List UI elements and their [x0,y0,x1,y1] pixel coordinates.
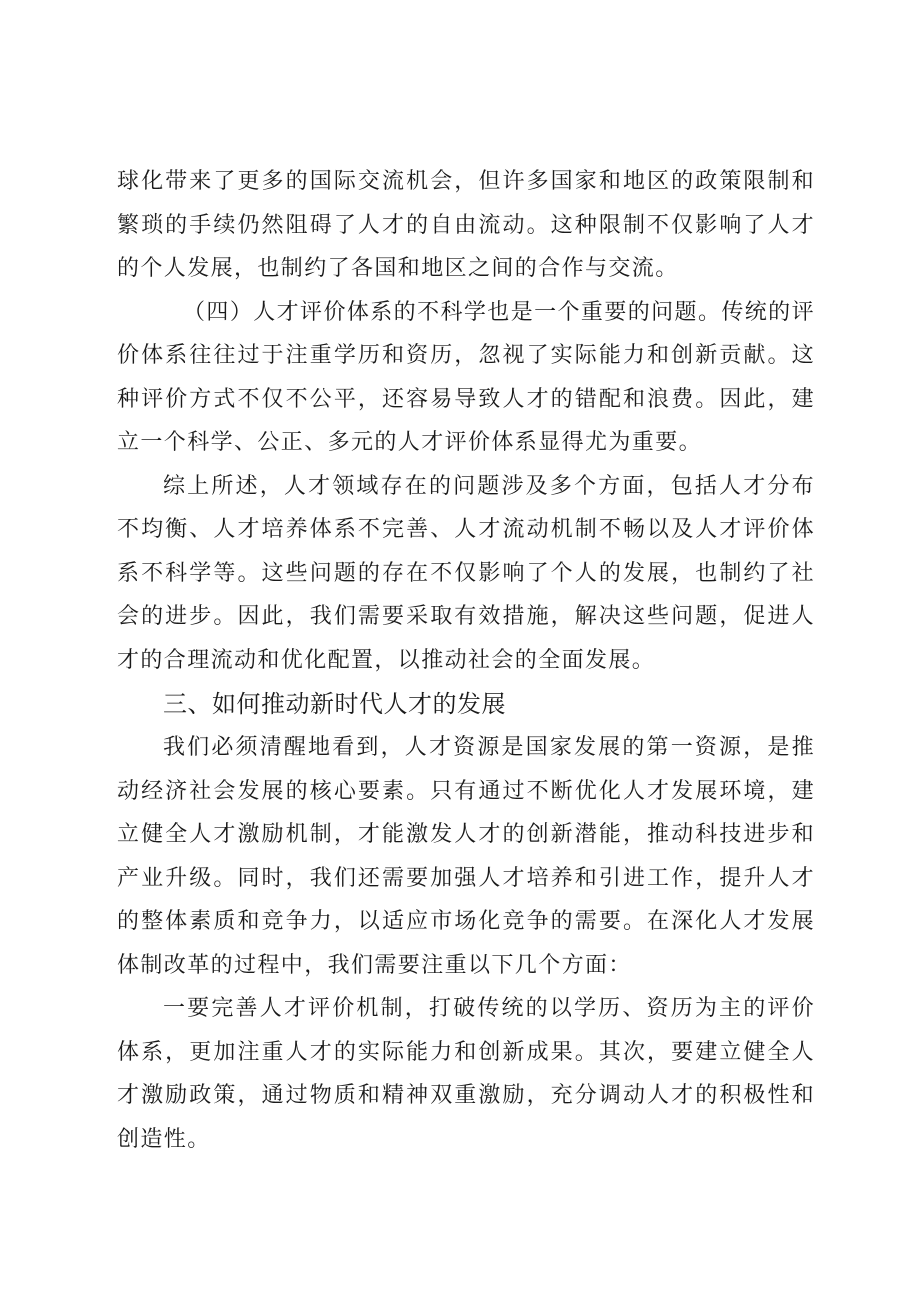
section-heading: 三、如何推动新时代人才的发展 [163,690,506,718]
paragraph-continuation: 球化带来了更多的国际交流机会，但许多国家和地区的政策限制和繁琐的手续仍然阻碍了人才的自由流动。这种限制不仅影响了人才的个人发展，也制约了各国和地区之间的合作与交流。 [117,169,815,281]
paragraph-summary: 综上所述，人才领域存在的问题涉及多个方面，包括人才分布不均衡、人才培养体系不完善、人才流动机制不畅以及人才评价体系不科学等。这些问题的存在不仅影响了个人的发展，也制约了社会的进步。因此，我们需要采取有效措施，解决这些问题，促进人才的合理流动和优化配置，以推动社会的全面发展。 [117,473,815,673]
document-body [117,160,815,1161]
paragraph-evaluation-mechanism: 一要完善人才评价机制，打破传统的以学历、资历为主的评价体系，更加注重人才的实际能力和创新成果。其次，要建立健全人才激励政策，通过物质和精神双重激励，充分调动人才的积极性和创造性。 [117,996,815,1152]
paragraph-evaluation-system: （四）人才评价体系的不科学也是一个重要的问题。传统的评价体系往往过于注重学历和资历，忽视了实际能力和创新贡献。这种评价方式不仅不公平，还容易导致人才的错配和浪费。因此，建立一个科学、公正、多元的人才评价体系显得尤为重要。 [117,299,815,455]
paragraph-talent-resources: 我们必须清醒地看到，人才资源是国家发展的第一资源，是推动经济社会发展的核心要素。只有通过不断优化人才发展环境，建立健全人才激励机制，才能激发人才的创新潜能，推动科技进步和产业升级。同时，我们还需要加强人才培养和引进工作，提升人才的整体素质和竞争力，以适应市场化竞争的需要。在深化人才发展体制改革的过程中，我们需要注重以下几个方面： [117,735,815,978]
